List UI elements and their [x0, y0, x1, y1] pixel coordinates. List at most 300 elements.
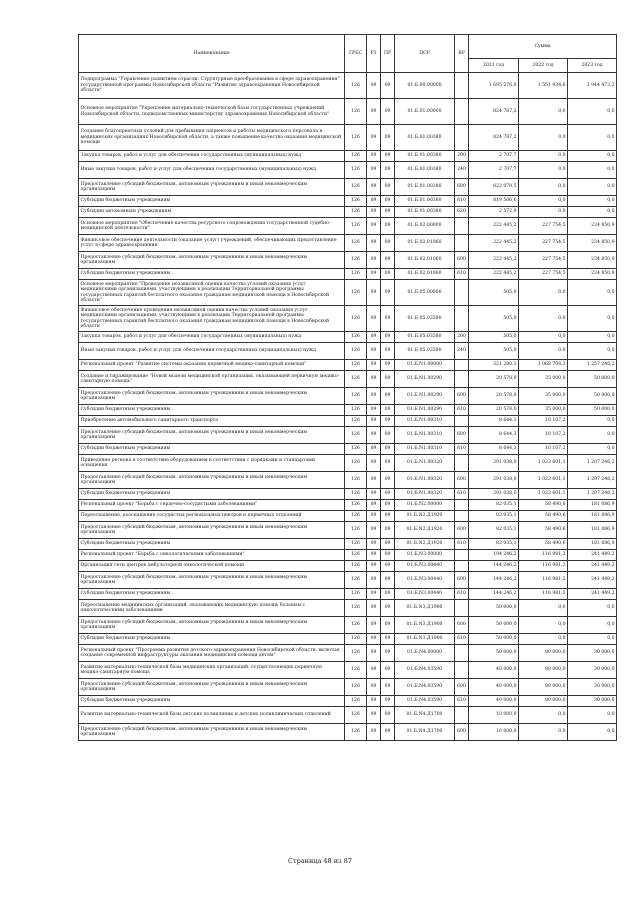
row-sum-2023: 241 449,2	[568, 561, 617, 572]
row-csr: 01.Б.N1.00310	[395, 444, 455, 455]
table-row	[79, 218, 617, 235]
row-grbs: 126	[345, 696, 367, 707]
row-sum-2023: 0,0	[568, 196, 617, 207]
row-sum-2023: 30 000,0	[568, 679, 617, 696]
row-csr: 01.Б.N2.00000	[395, 500, 455, 511]
row-sum-2022: 0,0	[519, 707, 568, 724]
row-name: Субсидии бюджетным учреждениям	[79, 269, 345, 280]
row-rz: 09	[367, 550, 381, 561]
row-pr: 09	[381, 218, 395, 235]
row-name: Региональный проект "Программа развития детского здравоохранения Новосибирской области, включая создание современной инфраструктуры оказания медицинской помощи детям"	[79, 645, 345, 662]
table-row	[79, 280, 617, 306]
row-sum-2021: 505,0	[469, 280, 519, 306]
row-grbs: 126	[345, 550, 367, 561]
row-sum-2022: 0,0	[519, 332, 568, 343]
row-grbs: 126	[345, 235, 367, 252]
row-csr: 01.Б.N1.00290	[395, 371, 455, 388]
row-sum-2023: 181 086,9	[568, 500, 617, 511]
row-sum-2023: 234 850,9	[568, 269, 617, 280]
row-sum-2021: 222 445,2	[469, 269, 519, 280]
row-vr: 240	[455, 162, 469, 179]
row-sum-2022: 1 068 708,3	[519, 360, 568, 371]
row-sum-2021: 144 246,2	[469, 561, 519, 572]
row-sum-2022: 35 000,0	[519, 405, 568, 416]
row-name: Иные закупки товаров, работ и услуг для обеспечения государственных (муниципальных) нужд	[79, 162, 345, 179]
row-sum-2022: 58 490,6	[519, 539, 568, 550]
row-sum-2023: 0,0	[568, 306, 617, 332]
row-sum-2021: 10 000,0	[469, 724, 519, 741]
row-name: Предоставление субсидий бюджетным, автономным учреждениям и иным некоммерческим организациям	[79, 427, 345, 444]
row-sum-2022: 227 754,5	[519, 252, 568, 269]
row-name: Финансовое обеспечение проведения независимой оценки качества условий оказания услуг медицинскими организациями, участвующими в реализации Территориальной программы государственных гарантий бесплатного оказания гражданам медицинской помощи в Новосибирской области	[79, 306, 345, 332]
row-vr: 600	[455, 388, 469, 405]
row-pr: 09	[381, 252, 395, 269]
row-sum-2021: 819 506,6	[469, 196, 519, 207]
row-name: Предоставление субсидий бюджетным, автономным учреждениям и иным некоммерческим организациям	[79, 572, 345, 589]
row-sum-2022: 0,0	[519, 600, 568, 617]
row-sum-2022: 227 754,5	[519, 235, 568, 252]
row-vr: 240	[455, 343, 469, 360]
row-sum-2022: 0,0	[519, 179, 568, 196]
row-sum-2021: 222 445,2	[469, 235, 519, 252]
row-name: Иные закупки товаров, работ и услуг для обеспечения государственных (муниципальных) нужд	[79, 343, 345, 360]
table-row	[79, 427, 617, 444]
row-rz: 09	[367, 388, 381, 405]
row-sum-2022: 0,0	[519, 151, 568, 162]
header-vr: ВР	[455, 35, 469, 73]
row-name: Предоставление субсидий бюджетным, автономным учреждениям и иным некоммерческим организациям	[79, 179, 345, 196]
row-sum-2023: 181 086,9	[568, 511, 617, 522]
row-sum-2022: 0,0	[519, 162, 568, 179]
row-grbs: 126	[345, 444, 367, 455]
row-sum-2023: 50 000,0	[568, 388, 617, 405]
row-pr: 09	[381, 634, 395, 645]
row-sum-2023: 181 086,9	[568, 539, 617, 550]
row-vr: 610	[455, 589, 469, 600]
row-vr	[455, 707, 469, 724]
table-row	[79, 306, 617, 332]
header-pr: ПР	[381, 35, 395, 73]
row-rz: 09	[367, 600, 381, 617]
table-row	[79, 539, 617, 550]
row-grbs: 126	[345, 125, 367, 151]
row-sum-2021: 291 038,0	[469, 455, 519, 472]
row-sum-2021: 1 695 276,0	[469, 73, 519, 99]
row-name: Субсидии бюджетным учреждениям	[79, 634, 345, 645]
row-sum-2022: 0,0	[519, 125, 568, 151]
row-sum-2021: 222 445,2	[469, 252, 519, 269]
row-rz: 09	[367, 444, 381, 455]
row-sum-2021: 291 038,0	[469, 489, 519, 500]
row-rz: 09	[367, 522, 381, 539]
row-sum-2023: 0,0	[568, 444, 617, 455]
row-sum-2021: 50 000,0	[469, 600, 519, 617]
row-rz: 09	[367, 99, 381, 125]
table-row	[79, 522, 617, 539]
row-csr: 01.Б.N3.Д1900	[395, 617, 455, 634]
row-sum-2022: 80 000,0	[519, 679, 568, 696]
row-sum-2023: 30 000,0	[568, 645, 617, 662]
table-row	[79, 634, 617, 645]
row-csr: 01.Б.N3.00440	[395, 572, 455, 589]
row-vr: 610	[455, 269, 469, 280]
row-rz: 09	[367, 427, 381, 444]
row-csr: 01.Б.01.00380	[395, 179, 455, 196]
row-csr: 01.Б.N1.00290	[395, 405, 455, 416]
row-grbs: 126	[345, 405, 367, 416]
row-sum-2021: 822 079,5	[469, 179, 519, 196]
row-csr: 01.Б.N3.00000	[395, 550, 455, 561]
row-sum-2023: 1 257 246,2	[568, 360, 617, 371]
row-pr: 09	[381, 179, 395, 196]
table-row	[79, 550, 617, 561]
row-grbs: 126	[345, 662, 367, 679]
row-sum-2021: 50 000,0	[469, 645, 519, 662]
row-name: Переоснащение, дооснащение сосудистых региональных центров и первичных отделений	[79, 511, 345, 522]
row-csr: 01.Б.N3.Д1900	[395, 634, 455, 645]
row-csr: 01.Б.02.01060	[395, 269, 455, 280]
row-sum-2023: 30 000,0	[568, 696, 617, 707]
row-vr: 600	[455, 679, 469, 696]
row-csr: 01.Б.N1.00290	[395, 388, 455, 405]
row-sum-2021: 194 246,2	[469, 550, 519, 561]
row-sum-2022: 10 107,2	[519, 427, 568, 444]
row-pr: 09	[381, 724, 395, 741]
row-name: Субсидии бюджетным учреждениям	[79, 444, 345, 455]
row-pr: 09	[381, 371, 395, 388]
row-vr	[455, 218, 469, 235]
row-sum-2023: 0,0	[568, 280, 617, 306]
table-row	[79, 269, 617, 280]
row-name: Финансовое обеспечение деятельности (оказание услуг) учреждений, обеспечивающих предоставление услуг в сфере здравоохранения	[79, 235, 345, 252]
row-vr: 600	[455, 427, 469, 444]
header-rz: РЗ	[367, 35, 381, 73]
row-grbs: 126	[345, 489, 367, 500]
table-row	[79, 511, 617, 522]
table-row	[79, 332, 617, 343]
row-pr: 09	[381, 427, 395, 444]
row-name: Субсидии бюджетным учреждениям	[79, 405, 345, 416]
row-pr: 09	[381, 679, 395, 696]
row-rz: 09	[367, 73, 381, 99]
row-grbs: 126	[345, 522, 367, 539]
row-pr: 09	[381, 73, 395, 99]
row-grbs: 126	[345, 645, 367, 662]
row-sum-2023: 0,0	[568, 125, 617, 151]
row-pr: 09	[381, 617, 395, 634]
row-sum-2023: 0,0	[568, 600, 617, 617]
row-sum-2022: 0,0	[519, 343, 568, 360]
row-grbs: 126	[345, 472, 367, 489]
row-csr: 01.Б.00.00000	[395, 73, 455, 99]
table-body	[79, 73, 617, 741]
row-vr	[455, 125, 469, 151]
row-csr: 01.Б.N4.Д1700	[395, 707, 455, 724]
row-csr: 01.Б.N4.03590	[395, 679, 455, 696]
row-vr	[455, 455, 469, 472]
row-grbs: 126	[345, 269, 367, 280]
row-sum-2023: 1 207 246,2	[568, 472, 617, 489]
row-rz: 09	[367, 343, 381, 360]
row-rz: 09	[367, 489, 381, 500]
row-grbs: 126	[345, 306, 367, 332]
row-sum-2022: 58 490,6	[519, 511, 568, 522]
row-vr	[455, 500, 469, 511]
row-csr: 01.Б.N4.03590	[395, 662, 455, 679]
row-pr: 09	[381, 416, 395, 427]
row-name: Предоставление субсидий бюджетным, автономным учреждениям и иным некоммерческим организациям	[79, 388, 345, 405]
header-year-2023: 2023 год	[568, 59, 617, 73]
row-sum-2022: 58 490,6	[519, 522, 568, 539]
table-row	[79, 489, 617, 500]
row-sum-2022: 80 000,0	[519, 645, 568, 662]
row-sum-2021: 2 707,7	[469, 151, 519, 162]
row-rz: 09	[367, 539, 381, 550]
row-name: Приведение региона в соответствие оборудованием в соответствии с порядками и стандартами оснащения	[79, 455, 345, 472]
row-csr: 01.Б.01.00380	[395, 207, 455, 218]
row-pr: 09	[381, 550, 395, 561]
row-sum-2022: 1 551 934,6	[519, 73, 568, 99]
row-csr: 01.Б.02.00000	[395, 218, 455, 235]
row-pr: 09	[381, 125, 395, 151]
row-sum-2023: 0,0	[568, 207, 617, 218]
row-name: Предоставление субсидий бюджетным, автономным учреждениям и иным некоммерческим организациям	[79, 522, 345, 539]
row-grbs: 126	[345, 196, 367, 207]
row-csr: 01.Б.05.03580	[395, 306, 455, 332]
row-vr: 600	[455, 522, 469, 539]
table-row	[79, 472, 617, 489]
row-sum-2021: 321 280,3	[469, 360, 519, 371]
row-pr: 09	[381, 707, 395, 724]
row-sum-2023: 0,0	[568, 427, 617, 444]
table-row	[79, 444, 617, 455]
row-vr	[455, 306, 469, 332]
row-csr: 01.Б.01.00380	[395, 151, 455, 162]
row-sum-2021: 40 000,0	[469, 679, 519, 696]
row-csr: 01.Б.N1.00000	[395, 360, 455, 371]
row-sum-2021: 10 000,0	[469, 707, 519, 724]
row-pr: 09	[381, 360, 395, 371]
row-sum-2021: 505,0	[469, 332, 519, 343]
row-name: Региональный проект "Развитие системы оказания первичной медико-санитарной помощи"	[79, 360, 345, 371]
row-csr: 01.Б.N2.Д1920	[395, 522, 455, 539]
row-sum-2021: 20 578,0	[469, 405, 519, 416]
row-grbs: 126	[345, 252, 367, 269]
row-rz: 09	[367, 634, 381, 645]
row-rz: 09	[367, 589, 381, 600]
row-sum-2021: 291 038,0	[469, 472, 519, 489]
row-sum-2022: 0,0	[519, 617, 568, 634]
row-sum-2021: 8 644,3	[469, 444, 519, 455]
row-sum-2023: 1 944 473,2	[568, 73, 617, 99]
row-rz: 09	[367, 416, 381, 427]
row-name: Закупка товаров, работ и услуг для обеспечения государственных (муниципальных) нужд	[79, 151, 345, 162]
table-row	[79, 455, 617, 472]
row-name: Субсидии бюджетным учреждениям	[79, 589, 345, 600]
row-pr: 09	[381, 99, 395, 125]
row-vr: 600	[455, 472, 469, 489]
row-grbs: 126	[345, 218, 367, 235]
row-vr	[455, 561, 469, 572]
row-rz: 09	[367, 280, 381, 306]
row-sum-2022: 116 981,2	[519, 572, 568, 589]
row-grbs: 126	[345, 343, 367, 360]
row-vr	[455, 280, 469, 306]
row-pr: 09	[381, 600, 395, 617]
table-row	[79, 179, 617, 196]
table-row	[79, 371, 617, 388]
row-sum-2022: 1 023 601,1	[519, 455, 568, 472]
row-grbs: 126	[345, 617, 367, 634]
row-pr: 09	[381, 151, 395, 162]
row-name: Региональный проект "Борьба с онкологическими заболеваниями"	[79, 550, 345, 561]
row-sum-2021: 50 000,0	[469, 617, 519, 634]
row-sum-2021: 2 572,9	[469, 207, 519, 218]
row-name: Субсидии бюджетным учреждениям	[79, 489, 345, 500]
table-row	[79, 645, 617, 662]
header-name: Наименование	[79, 35, 345, 73]
header-year-2021: 2021 год	[469, 59, 519, 73]
header-csr: ЦСР	[395, 35, 455, 73]
row-name: Субсидии бюджетным учреждениям	[79, 196, 345, 207]
row-grbs: 126	[345, 511, 367, 522]
row-rz: 09	[367, 179, 381, 196]
row-grbs: 126	[345, 427, 367, 444]
row-name: Закупка товаров, работ и услуг для обеспечения государственных (муниципальных) нужд	[79, 332, 345, 343]
table-row	[79, 151, 617, 162]
row-name: Создание и тиражирование "Новой модели медицинской организации, оказывающей первичную медико-санитарную помощь"	[79, 371, 345, 388]
row-csr: 01.Б.N4.00000	[395, 645, 455, 662]
row-pr: 09	[381, 489, 395, 500]
row-sum-2022: 1 023 601,1	[519, 489, 568, 500]
row-grbs: 126	[345, 634, 367, 645]
row-sum-2023: 30 000,0	[568, 662, 617, 679]
row-name: Субсидии автономным учреждениям	[79, 207, 345, 218]
row-pr: 09	[381, 500, 395, 511]
row-sum-2022: 10 107,2	[519, 416, 568, 427]
row-vr	[455, 416, 469, 427]
row-sum-2022: 227 754,5	[519, 218, 568, 235]
row-sum-2023: 0,0	[568, 634, 617, 645]
row-grbs: 126	[345, 539, 367, 550]
row-csr: 01.Б.N1.00310	[395, 416, 455, 427]
row-sum-2022: 0,0	[519, 99, 568, 125]
row-csr: 01.Б.05.03580	[395, 332, 455, 343]
row-vr	[455, 235, 469, 252]
row-grbs: 126	[345, 280, 367, 306]
table-row	[79, 99, 617, 125]
row-name: Предоставление субсидий бюджетным, автономным учреждениям и иным некоммерческим организациям	[79, 472, 345, 489]
row-vr: 600	[455, 617, 469, 634]
table-row	[79, 343, 617, 360]
row-rz: 09	[367, 724, 381, 741]
row-sum-2023: 50 000,0	[568, 371, 617, 388]
row-rz: 09	[367, 405, 381, 416]
row-sum-2023: 0,0	[568, 343, 617, 360]
row-pr: 09	[381, 235, 395, 252]
row-grbs: 126	[345, 371, 367, 388]
row-sum-2023: 181 086,9	[568, 522, 617, 539]
row-sum-2023: 234 850,9	[568, 218, 617, 235]
row-csr: 01.Б.02.01060	[395, 252, 455, 269]
row-grbs: 126	[345, 360, 367, 371]
row-csr: 01.Б.01.00380	[395, 162, 455, 179]
row-csr: 01.Б.N2.Д1920	[395, 539, 455, 550]
row-pr: 09	[381, 696, 395, 707]
row-sum-2021: 824 787,2	[469, 99, 519, 125]
row-vr	[455, 360, 469, 371]
row-sum-2021: 505,0	[469, 343, 519, 360]
row-vr: 610	[455, 444, 469, 455]
row-vr: 610	[455, 405, 469, 416]
row-sum-2023: 1 207 246,2	[568, 489, 617, 500]
row-rz: 09	[367, 617, 381, 634]
row-name: Субсидии бюджетным учреждениям	[79, 696, 345, 707]
table-row	[79, 561, 617, 572]
row-sum-2022: 80 000,0	[519, 696, 568, 707]
row-pr: 09	[381, 269, 395, 280]
row-rz: 09	[367, 252, 381, 269]
row-sum-2021: 2 707,7	[469, 162, 519, 179]
row-pr: 09	[381, 572, 395, 589]
row-vr	[455, 662, 469, 679]
row-sum-2021: 20 578,0	[469, 371, 519, 388]
row-csr: 01.Б.N3.Д1900	[395, 600, 455, 617]
row-sum-2023: 0,0	[568, 724, 617, 741]
table-row	[79, 416, 617, 427]
table-row	[79, 707, 617, 724]
row-grbs: 126	[345, 500, 367, 511]
table-row	[79, 500, 617, 511]
row-sum-2023: 1 207 246,2	[568, 455, 617, 472]
row-rz: 09	[367, 269, 381, 280]
table-row	[79, 207, 617, 218]
row-name: Региональный проект "Борьба с сердечно-сосудистыми заболеваниями"	[79, 500, 345, 511]
row-csr: 01.Б.N1.00320	[395, 455, 455, 472]
table-row	[79, 600, 617, 617]
row-vr	[455, 600, 469, 617]
row-grbs: 126	[345, 679, 367, 696]
row-sum-2023: 234 850,9	[568, 252, 617, 269]
row-vr: 200	[455, 332, 469, 343]
row-sum-2023: 0,0	[568, 332, 617, 343]
row-rz: 09	[367, 196, 381, 207]
row-grbs: 126	[345, 388, 367, 405]
row-csr: 01.Б.N1.00320	[395, 489, 455, 500]
row-sum-2023: 241 449,2	[568, 589, 617, 600]
table-row	[79, 679, 617, 696]
row-sum-2021: 82 035,1	[469, 511, 519, 522]
row-grbs: 126	[345, 73, 367, 99]
row-rz: 09	[367, 235, 381, 252]
row-sum-2023: 234 850,9	[568, 235, 617, 252]
table-row	[79, 572, 617, 589]
row-sum-2022: 58 490,6	[519, 500, 568, 511]
row-name: Субсидии бюджетным учреждениям	[79, 539, 345, 550]
row-name: Предоставление субсидий бюджетным, автономным учреждениям и иным некоммерческим организациям	[79, 617, 345, 634]
row-grbs: 126	[345, 455, 367, 472]
row-csr: 01.Б.N1.00310	[395, 427, 455, 444]
row-grbs: 126	[345, 572, 367, 589]
row-rz: 09	[367, 306, 381, 332]
table-row	[79, 617, 617, 634]
row-pr: 09	[381, 645, 395, 662]
row-sum-2023: 0,0	[568, 416, 617, 427]
row-sum-2023: 0,0	[568, 162, 617, 179]
row-csr: 01.Б.N4.Д1700	[395, 724, 455, 741]
row-sum-2022: 0,0	[519, 306, 568, 332]
row-pr: 09	[381, 561, 395, 572]
